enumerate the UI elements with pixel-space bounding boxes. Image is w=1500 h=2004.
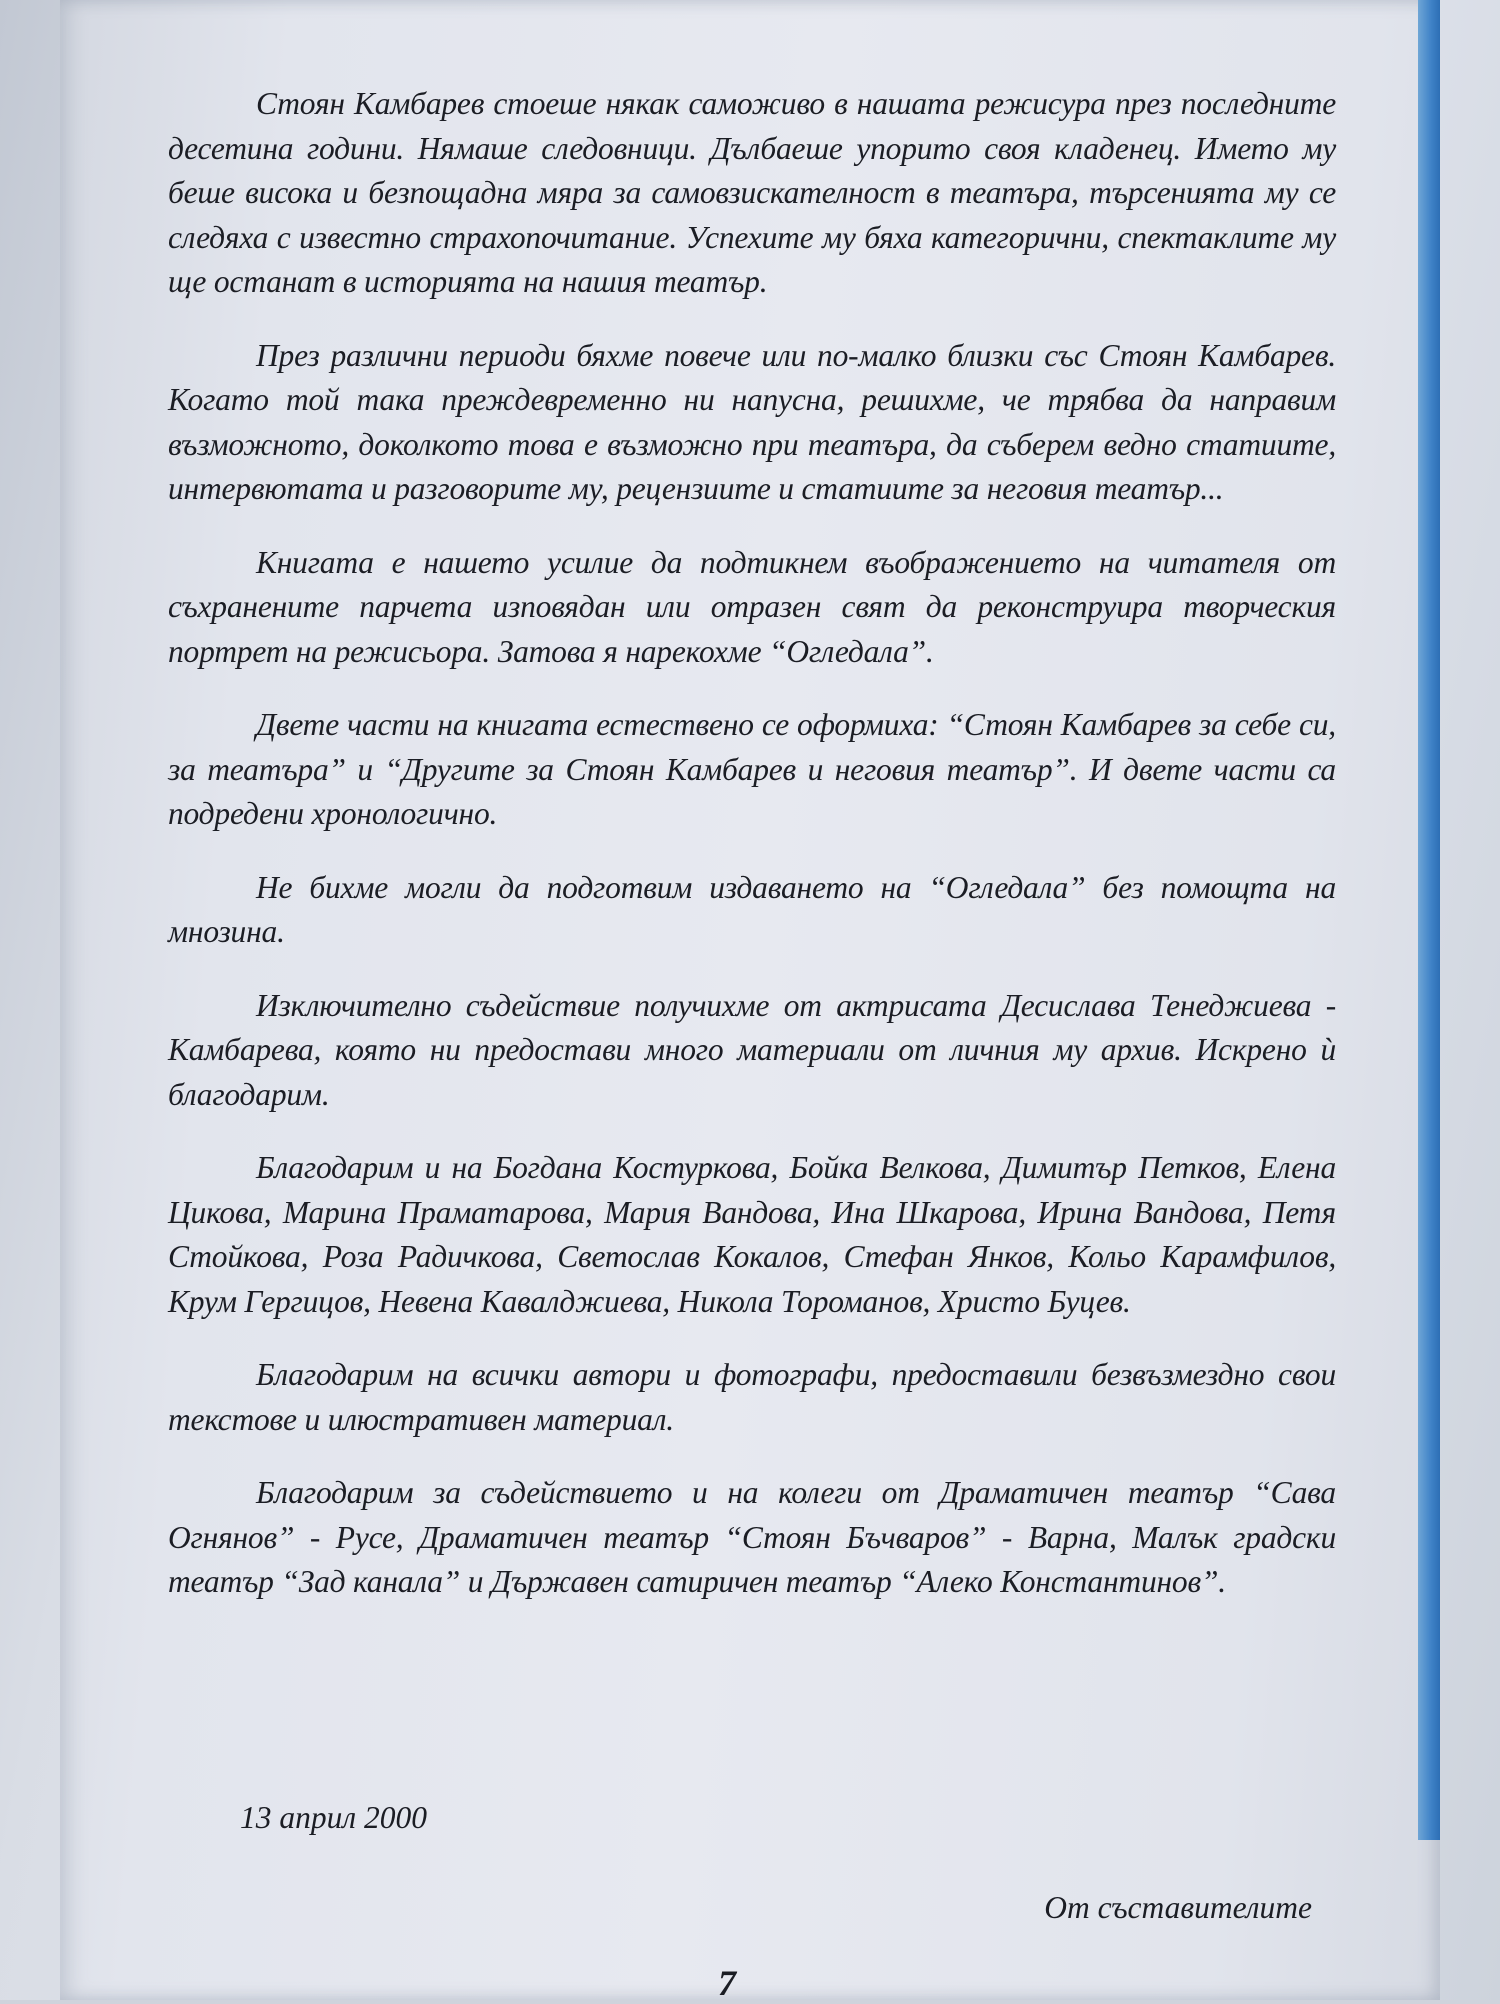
- book-cover-edge: [1418, 0, 1440, 1840]
- document-signature: От съставителите: [1044, 1890, 1312, 1925]
- paragraph-theatres-thanks: Благодарим за съдействието и на колеги от Драматичен театър “Сава Огнянов” - Русе, Драматичен театър “Стоян Бъчваров” - Варна, Малък градски театър “Зад канала” и Държавен сатиричен театър “Алеко Константинов”.: [168, 1475, 1336, 1599]
- page-number: 7: [718, 1963, 736, 2003]
- paragraph-book-parts: Двете части на книгата естествено се оформиха: “Стоян Камбарев за себе си, за театъра” и “Другите за Стоян Камбарев и неговия театър”. И двете части са подредени хронологично.: [168, 707, 1336, 831]
- paragraph-help: Не бихме могли да подготвим издаването на “Огледала” без помощта на мнозина.: [168, 869, 1336, 949]
- paragraph-authors-thanks: Благодарим на всички автори и фотографи, предоставили безвъзмездно свои текстове и илюстративен материал.: [168, 1357, 1336, 1437]
- body-text: [168, 82, 1336, 1634]
- paragraph-book-purpose: Книгата е нашето усилие да подтикнем въображението на читателя от съхранените парчета изповядан или отразен свят да реконструира творческия портрет на режисьора. Затова я нарекохме “Огледала”.: [168, 544, 1336, 669]
- paragraph-decision: През различни периоди бяхме повече или по-малко близки със Стоян Камбарев. Когато той така преждевременно ни напусна, решихме, че трябва да направим възможното, доколкото това е възможно при театъра, да съберем ведно статиите, интервютата и разговорите му, рецензиите и статиите за неговия театър...: [168, 337, 1336, 506]
- paragraph-intro: Стоян Камбарев стоеше някак саможиво в нашата режисура през последните десетина години. Нямаше следовници. Дълбаеше упорито своя кладенец. Името му беше висока и безпощадна мяра за самовзискателност в театъра, търсенията му се следяха с известно страхопочитание. Успехите му бяха категорични, спектаклите му ще останат в историята на нашия театър.: [168, 86, 1336, 299]
- paragraph-actress-thanks: Изключително съдействие получихме от актрисата Десислава Тенеджиева - Камбарева, която ни предостави много материали от личния му архив. Искрено ѝ благодарим.: [168, 987, 1336, 1112]
- paragraph-names-thanks: Благодарим и на Богдана Костуркова, Бойка Велкова, Димитър Петков, Елена Цикова, Марина Праматарова, Мария Вандова, Ина Шкарова, Ирина Вандова, Петя Стойкова, Роза Радичкова, Светослав Кокалов, Стефан Янков, Кольо Карамфилов, Крум Гергицов, Невена Кавалджиева, Никола Тороманов, Христо Буцев.: [168, 1150, 1336, 1319]
- document-date: 13 април 2000: [240, 1800, 427, 1835]
